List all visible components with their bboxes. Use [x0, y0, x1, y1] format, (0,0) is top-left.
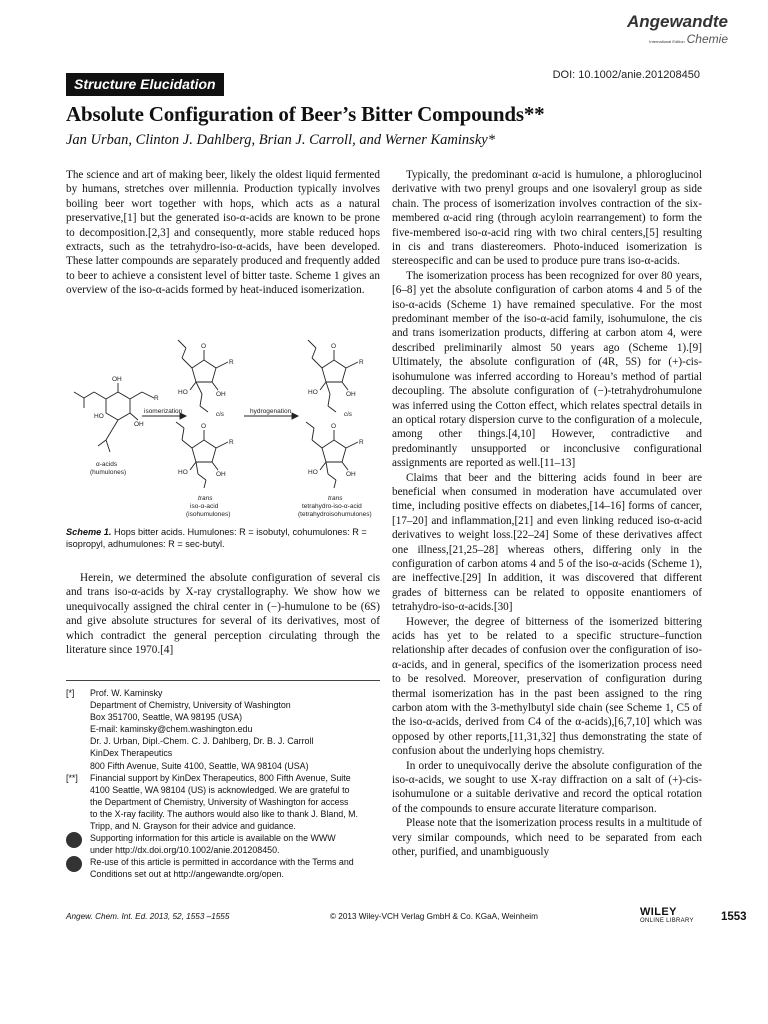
footnote-line: Dr. J. Urban, Dipl.-Chem. C. J. Dahlberg, Dr. B. J. Carroll — [90, 736, 314, 747]
footnote-item — [66, 832, 386, 856]
cis-label-1: cis — [216, 411, 224, 418]
right-paragraph: However, the degree of bitterness of the isomerized bittering acids has yet to be related to a specific structure–function relationship after decades of confusion over the configuration of iso-α-acids, and in general, specifics of the isomerization process need to be resolved. Moreover, preservation of configuration during thermal isomerization has in the past been assigned to the ring carbon atom with the 3-methylbutyl side chain (see Scheme 1, C5 of the iso-α-acids, derived from C4 of the α-acids),[6,7,10] which was opposed by other reports,[11,31,32] thus demonstrating the state of confusion about the underlying hops chemistry. — [392, 615, 702, 758]
footnote-line: 4100 Seattle, WA 98104 (US) is acknowledged. We are grateful to — [90, 784, 350, 795]
footnote-text — [90, 772, 386, 832]
alpha-oh-label: OH — [112, 376, 122, 383]
footnote-text — [90, 832, 386, 856]
footnote-mark: [*] — [66, 688, 75, 698]
trans-ho-label: HO — [178, 469, 188, 476]
tetra-cis-o-label: O — [331, 343, 337, 350]
cis-r-label: R — [229, 359, 234, 366]
cis-oh-label: OH — [216, 391, 226, 398]
footnote-line: Conditions set out at http://angewandte.org/open. — [90, 869, 284, 880]
tetra-cis-oh-label: OH — [346, 391, 356, 398]
right-paragraph: In order to unequivocally derive the absolute configuration of the iso-α-acids, we sought to use X-ray diffraction on a salt of (+)-cis-isohumulone or a suitable derivative and record the optical rotation of the compounds to ensure accurate literature comparison. — [392, 759, 702, 815]
footnote-line: the Department of Chemistry, University of Washington for access — [90, 796, 349, 807]
iso-acid-name: iso-α-acid — [190, 503, 219, 510]
hydrogenation-label: hydrogenation — [250, 408, 292, 415]
intro-paragraph: The science and art of making beer, likely the oldest liquid fermented by humans, stretches over millennia. Production typically involves boiling beer wort together with hops, which acts as a natural preservative,[1] but the generated iso-α-acids are known to be prone to decomposition.[2,3] and consequently, more stable reduced hops extracts, such as the tetrahydro-iso-α-acids, have been developed. These latter compounds are separately produced and frequently added to beer to achieve a consistent level of bitter taste. Scheme 1 gives an overview of the iso-α-acids formed by heat-induced isomerization. — [66, 169, 380, 297]
footnote-mark: [**] — [66, 772, 78, 783]
caption-text: Hops bitter acids. Humulones: R = isobutyl, cohumulones: R = isopropyl, adhumulones: R = sec-butyl. — [66, 527, 367, 549]
tetra-acid-name2: (tetrahydroisohumulones) — [298, 511, 372, 518]
tetra-trans-r-label: R — [359, 439, 364, 446]
tetra-trans-o-label: O — [331, 423, 337, 430]
footnotes — [66, 687, 386, 881]
scheme-1-figure — [66, 336, 380, 522]
footnote-line: to the X-ray facility. The authors would also like to thank J. Bland, M. — [90, 808, 359, 819]
scheme-caption — [66, 526, 380, 550]
cis-ho-label: HO — [178, 389, 188, 396]
right-paragraph: The isomerization process has been recognized for over 80 years,[6–8] yet the absolute configuration of carbon atoms 4 and 5 of the iso-α-acids (Scheme 1) have remained speculative. For the most predominant member of the iso-α-acid family, isohumulone, the cis and trans isomerization products, differing at carbon atom 4, were described preliminarily almost 50 years ago (Scheme 1).[9] Ultimately, the absolute configuration of (4R, 5S) for (+)-cis-isohumulone was inferred according to Horeau’s method of partial decoupling. The absolute configuration of (−)-tetrahydrohumulone was inferred using the Cotton effect, which relates spectral details in an optical rotary dispersion curve to the configuration of a molecule, among other things.[4,10] However, contradictive and predominantly unsupported or inconclusive configurational assignments are reported as well.[11–13] — [392, 269, 702, 470]
journal-name: Angewandte — [626, 12, 728, 31]
author-list: Jan Urban, Clinton J. Dahlberg, Brian J. Carroll, and Werner Kaminsky* — [66, 132, 495, 148]
alpha-acid-name: α-acids — [96, 461, 118, 468]
footnote-divider — [66, 680, 380, 681]
footnote-line: Tripp, and N. Grayson for their advice and guidance. — [90, 821, 296, 832]
journal-edition: International Edition — [649, 39, 685, 44]
cis-label-2: cis — [344, 411, 352, 418]
tetra-cis-ho-label: HO — [308, 389, 318, 396]
iso-acid-name2: (isohumulones) — [186, 511, 231, 518]
left-column-intro — [66, 168, 380, 298]
tetra-trans-oh-label: OH — [346, 471, 356, 478]
footer-citation: Angew. Chem. Int. Ed. 2013, 52, 1553 –1555 — [66, 912, 230, 921]
supporting-info-icon — [66, 832, 90, 856]
wiley-online-library-logo[interactable] — [640, 906, 694, 924]
journal-sub: Chemie — [686, 32, 728, 46]
wiley-label: WILEY — [640, 906, 677, 918]
footnote-item — [66, 772, 386, 832]
cis-iso-ring — [192, 360, 216, 382]
online-library-label: ONLINE LIBRARY — [640, 918, 694, 924]
footnote-line: 800 Fifth Avenue, Suite 4100, Seattle, WA 98104 (USA) — [90, 760, 309, 771]
footnote-line: Re-use of this article is permitted in accordance with the Terms and — [90, 857, 354, 868]
trans-o-label: O — [201, 423, 207, 430]
alpha-acid-name2: (humulones) — [90, 469, 127, 476]
footnote-item — [66, 856, 386, 880]
footer-copyright: © 2013 Wiley-VCH Verlag GmbH & Co. KGaA, Weinheim — [330, 912, 538, 921]
isomerization-label: isomerization — [144, 408, 183, 415]
footnote-line: KinDex Therapeutics — [90, 748, 173, 759]
alpha-oh2-label: OH — [134, 421, 144, 428]
alpha-r-label: R — [154, 395, 159, 402]
section-tag: Structure Elucidation — [66, 73, 224, 96]
footnote-text — [90, 856, 386, 880]
trans-label-2: trans — [328, 495, 343, 502]
trans-r-label: R — [229, 439, 234, 446]
right-paragraph: Please note that the isomerization process results in a multitude of very similar compounds, which need to be separated from each other, purified, and unambiguously — [392, 817, 702, 859]
doi[interactable]: DOI: 10.1002/anie.201208450 — [552, 69, 700, 81]
caption-label: Scheme 1. — [66, 527, 112, 537]
tetra-cis-ring — [322, 360, 346, 382]
trans-label-1: trans — [198, 495, 213, 502]
footnote-line: Financial support by KinDex Therapeutics, 800 Fifth Avenue, Suite — [90, 772, 351, 783]
trans-iso-ring — [192, 440, 216, 462]
alpha-acid-ring — [106, 392, 130, 420]
cis-o-label: O — [201, 343, 207, 350]
footnote-line: Prof. W. Kaminsky — [90, 688, 163, 698]
tetra-cis-r-label: R — [359, 359, 364, 366]
right-column — [392, 168, 702, 860]
left-column-second — [66, 571, 380, 657]
right-paragraph: Claims that beer and the bittering acids found in beer are beneficial when consumed in moderation have accumulated over time, including positive effects on diabetes,[14–16] forms of cancer,[17–20] and inflammation,[21] and even linking reduced iso-α-acid derivatives to weight loss.[22–24] Some of these derivatives affect one illness,[21,25–28] whereas others, differing only in the configuration of carbon atoms 4 and 5 of the iso-α-acids (Scheme 1), are ineffective.[29] In addition, it was discovered that different grades of bitterness can be related to opposite enantiomers of tetrahydro-iso-α-acids.[30] — [392, 471, 702, 614]
page-number: 1553 — [721, 911, 747, 923]
footnote-line: Department of Chemistry, University of Washington — [90, 700, 291, 711]
tetra-trans-ho-label: HO — [308, 469, 318, 476]
footnote-item — [66, 687, 386, 772]
footnote-line: under http://dx.doi.org/10.1002/anie.201208450. — [90, 845, 280, 856]
footnote-text — [90, 687, 386, 772]
article-title: Absolute Configuration of Beer’s Bitter Compounds** — [66, 102, 545, 126]
footnote-line: E-mail: kaminsky@chem.washington.edu — [90, 724, 253, 735]
journal-logo — [627, 14, 728, 50]
tetra-acid-name: tetrahydro-iso-α-acid — [302, 503, 362, 510]
footnote-line: Supporting information for this article is available on the WWW — [90, 833, 336, 844]
tetra-trans-ring — [322, 440, 346, 462]
footnote-line: Box 351700, Seattle, WA 98195 (USA) — [90, 712, 243, 723]
open-access-icon — [66, 856, 90, 880]
alpha-ho-label: HO — [94, 413, 104, 420]
right-paragraph: Typically, the predominant α-acid is humulone, a phloroglucinol derivative with two prenyl groups and one isovaleryl group as side chain. The process of isomerization involves contraction of the six-membered α-acid ring (through acyloin rearrangement) to form the five-membered iso-α-acid ring with two chiral centers,[5] resulting in cis and trans diastereomers. Photo-induced isomerization is stereospecific and can be used to produce pure trans iso-α-acids. — [392, 169, 702, 268]
trans-oh-label: OH — [216, 471, 226, 478]
herein-paragraph: Herein, we determined the absolute configuration of several cis and trans iso-α-acids by X-ray crystallography. We show how we unequivocally assigned the chiral center in (−)-humulone to be (6S) and give absolute structures for several of its derivatives, most of which contradict the general perception circulating through the literature since 1970.[4] — [66, 572, 380, 657]
